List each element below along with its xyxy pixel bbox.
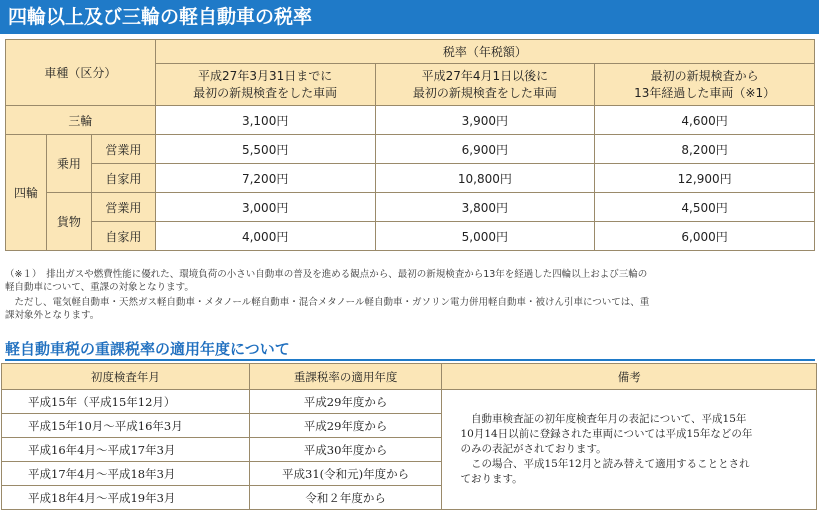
table-row-cargo-private [6, 222, 815, 251]
inspection-date-cell: 平成15年10月～平成16年3月 [2, 414, 250, 438]
remarks-line: のみの表記がされております。 [460, 443, 607, 455]
business-use-label: 営業用 [91, 193, 155, 222]
remarks-cell [442, 390, 817, 510]
rate-cell: 3,100円 [155, 106, 375, 135]
col1-header-line1: 平成27年3月31日までに [198, 68, 333, 83]
col3-header-line2: 13年経過した車両（※1） [634, 85, 776, 100]
private-use-label: 自家用 [91, 222, 155, 251]
rate-cell: 3,800円 [375, 193, 595, 222]
rate-cell: 3,000円 [155, 193, 375, 222]
rate-cell: 6,900円 [375, 135, 595, 164]
table-row-cargo-business [6, 193, 815, 222]
footnote-line: （※１） 排出ガスや燃費性能に優れた、環境負荷の小さい自動車の普及を進める観点から、最初の新規検査から13年を経過した四輪以上および三輪の [5, 269, 648, 280]
private-use-label: 自家用 [91, 164, 155, 193]
table-row-three-wheel [6, 106, 815, 135]
remarks-line: 自動車検査証の初年度検査年月の表記について、平成15年 [460, 413, 747, 425]
col2-header-line2: 最初の新規検査をした車両 [412, 85, 557, 100]
remarks-line: 10月14日以前に登録された車両については平成15年などの年 [460, 428, 753, 440]
rate-cell: 4,000円 [155, 222, 375, 251]
applicable-year-cell: 令和２年度から [249, 486, 442, 510]
remarks-line: ております。 [460, 473, 523, 485]
applicable-year-header: 重課税率の適用年度 [249, 364, 442, 390]
rate-cell: 5,500円 [155, 135, 375, 164]
applicable-year-cell: 平成29年度から [249, 414, 442, 438]
applicable-year-cell: 平成30年度から [249, 438, 442, 462]
tax-rate-header: 税率（年税額） [155, 40, 814, 64]
initial-inspection-header: 初度検査年月 [2, 364, 250, 390]
three-wheel-label: 三輪 [6, 106, 156, 135]
rate-cell: 5,000円 [375, 222, 595, 251]
rate-cell: 8,200円 [595, 135, 815, 164]
page-title: 四輪以上及び三輪の軽自動車の税率 [0, 0, 819, 34]
remarks-line: この場合、平成15年12月と読み替えて適用することとされ [460, 458, 750, 470]
rate-cell: 3,900円 [375, 106, 595, 135]
table-row-passenger-business [6, 135, 815, 164]
table-row-passenger-private [6, 164, 815, 193]
tax-rate-table [5, 39, 815, 251]
rate-cell: 7,200円 [155, 164, 375, 193]
applicable-year-cell: 平成31(令和元)年度から [249, 462, 442, 486]
passenger-label: 乗用 [46, 135, 91, 193]
col-header-before-h27 [155, 64, 375, 106]
rate-cell: 4,500円 [595, 193, 815, 222]
inspection-date-cell: 平成15年（平成15年12月） [2, 390, 250, 414]
applicable-year-cell: 平成29年度から [249, 390, 442, 414]
rate-cell: 12,900円 [595, 164, 815, 193]
four-wheel-label: 四輪 [6, 135, 47, 251]
inspection-date-cell: 平成16年4月～平成17年3月 [2, 438, 250, 462]
footnote-line: ただし、電気軽自動車・天然ガス軽自動車・メタノール軽自動車・混合メタノール軽自動車・ガソリン電力併用軽自動車・被けん引車については、重 [5, 297, 650, 308]
business-use-label: 営業用 [91, 135, 155, 164]
col-header-after-h27 [375, 64, 595, 106]
col1-header-line2: 最初の新規検査をした車両 [193, 85, 338, 100]
col-header-13-years [595, 64, 815, 106]
table-row [2, 390, 817, 414]
col3-header-line1: 最初の新規検査から [650, 68, 759, 83]
col2-header-line1: 平成27年4月1日以後に [421, 68, 549, 83]
cargo-label: 貨物 [46, 193, 91, 251]
rate-cell: 10,800円 [375, 164, 595, 193]
inspection-date-cell: 平成18年4月～平成19年3月 [2, 486, 250, 510]
rate-cell: 4,600円 [595, 106, 815, 135]
vehicle-type-header: 車種（区分） [6, 40, 156, 106]
section-subtitle: 軽自動車税の重課税率の適用年度について [5, 339, 815, 361]
footnote-line: 軽自動車について、重課の対象となります。 [5, 282, 194, 293]
footnote-line: 課対象外となります。 [5, 310, 100, 321]
inspection-date-cell: 平成17年4月～平成18年3月 [2, 462, 250, 486]
rate-cell: 6,000円 [595, 222, 815, 251]
remarks-header: 備考 [442, 364, 817, 390]
surcharge-year-table [1, 363, 817, 510]
